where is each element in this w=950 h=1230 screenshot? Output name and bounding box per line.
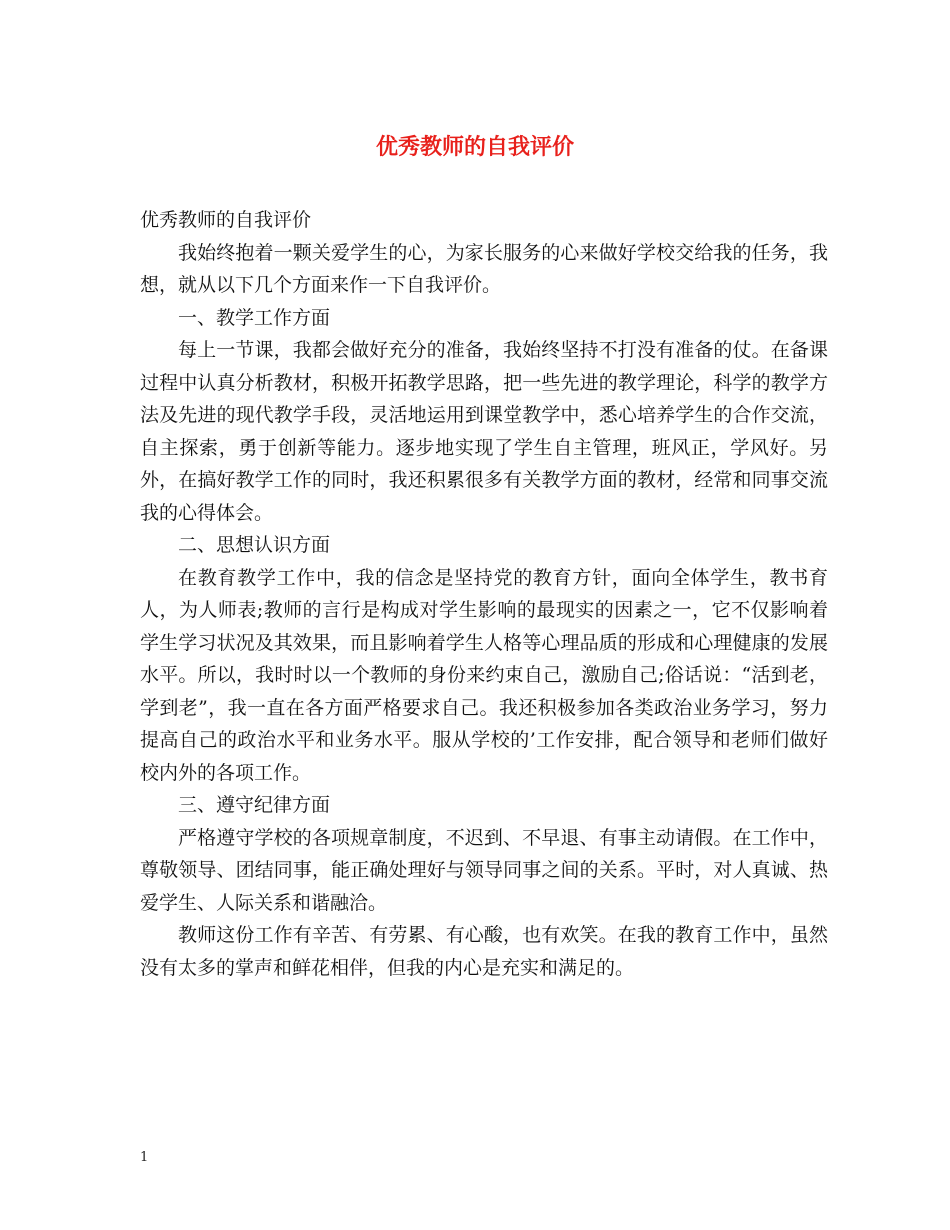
paragraph-discipline: 严格遵守学校的各项规章制度，不迟到、不早退、有事主动请假。在工作中，尊敬领导、团结同事，能正确处理好与领导同事之间的关系。平时，对人真诚、热爱学生、人际关系和谐融洽。 (140, 826, 828, 914)
document-title: 优秀教师的自我评价 (375, 134, 574, 160)
section-heading-teaching: 一、教学工作方面 (178, 306, 331, 329)
section-heading-discipline: 三、遵守纪律方面 (178, 794, 331, 816)
page-number: 1 (140, 1150, 149, 1165)
paragraph-intro: 我始终抱着一颗关爱学生的心，为家长服务的心来做好学校交给我的任务，我想，就从以下几个方面来作一下自我评价。 (140, 241, 828, 296)
paragraph-ideology: 在教育教学工作中，我的信念是坚持党的教育方针，面向全体学生，教书育人，为人师表;教师的言行是构成对学生影响的最现实的因素之一，它不仅影响着学生学习状况及其效果，而且影响着学生人格等心理品质的形成和心理健康的发展水平。所以，我时时以一个教师的身份来约束自己，激励自己;俗话说：“活到老，学到老”，我一直在各方面严格要求自己。我还积极参加各类政治业务学习，努力提高自己的政治水平和业务水平。服从学校的’工作安排，配合领导和老师们做好校内外的各项工作。 (140, 566, 828, 784)
section-heading-ideology: 二、思想认识方面 (178, 534, 331, 556)
paragraph-closing: 教师这份工作有辛苦、有劳累、有心酸，也有欢笑。在我的教育工作中，虽然没有太多的掌声和鲜花相伴，但我的内心是充实和满足的。 (140, 924, 828, 979)
paragraph-teaching: 每上一节课，我都会做好充分的准备，我始终坚持不打没有准备的仗。在备课过程中认真分析教材，积极开拓教学思路，把一些先进的教学理论，科学的教学方法及先进的现代教学手段，灵活地运用到课堂教学中，悉心培养学生的合作交流，自主探索，勇于创新等能力。逐步地实现了学生自主管理，班风正，学风好。另外，在搞好教学工作的同时，我还积累很多有关教学方面的教材，经常和同事交流我的心得体会。 (140, 339, 828, 524)
document-body (140, 204, 828, 984)
subtitle-line: 优秀教师的自我评价 (140, 209, 312, 231)
